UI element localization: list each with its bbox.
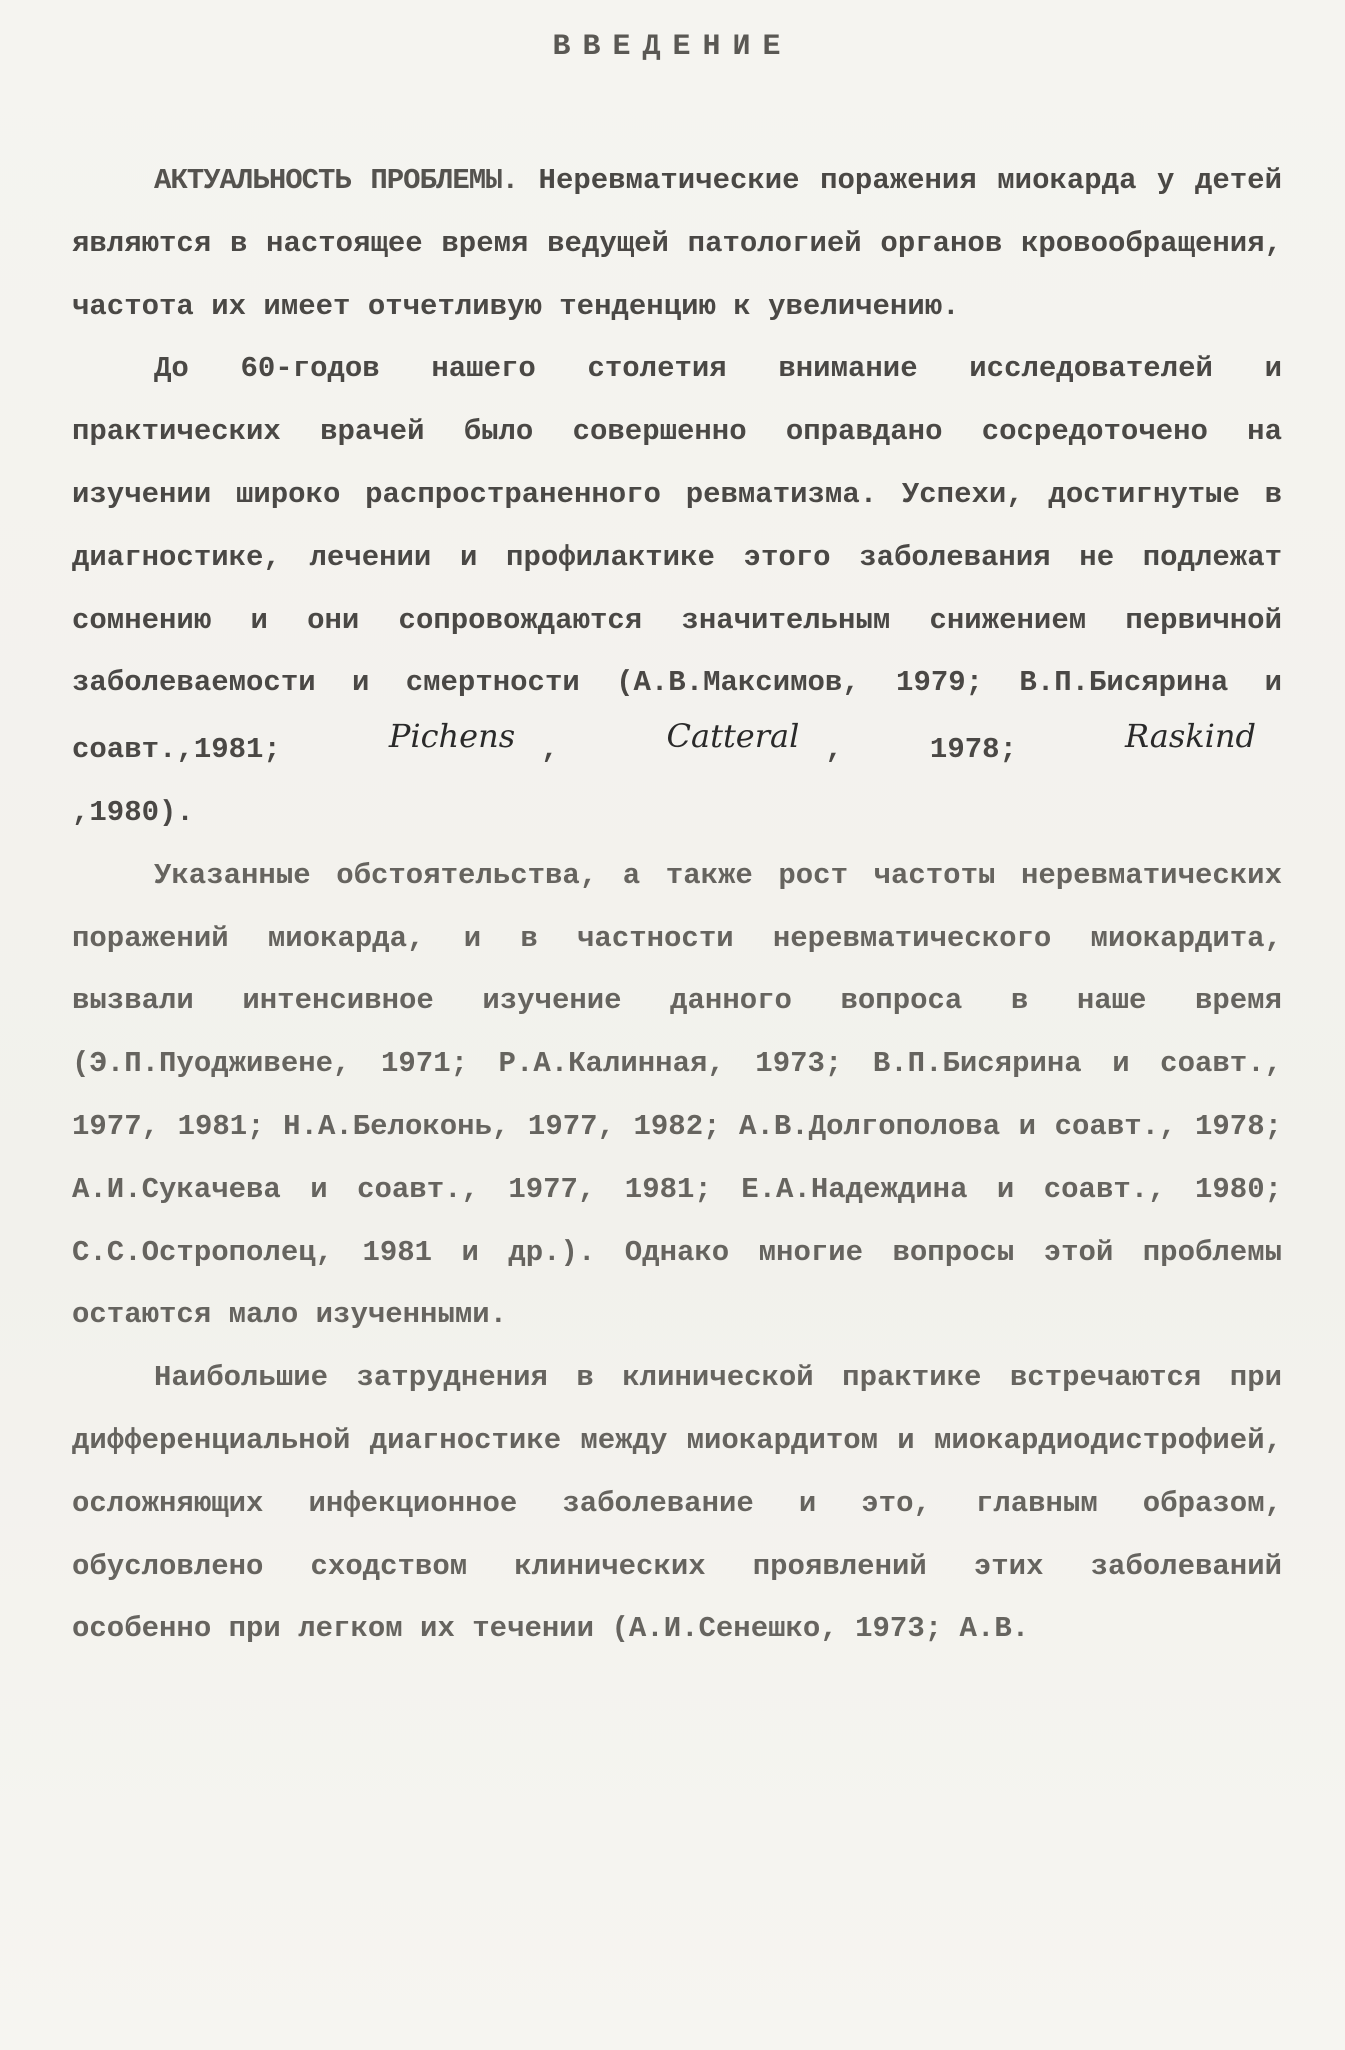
paragraph-4 bbox=[72, 1347, 1282, 1661]
paragraph-4-text: Наибольшие затруднения в клинической практике встречаются при дифференциальной диагностике между миокардитом и миокардиодистрофией, осложняющих инфекционное заболевание и это, главным образом, обусловлено сходством клинических проявлений этих заболеваний особенно при легком их течении (А.И.Сенешко, 1973; А.В. bbox=[72, 1361, 1282, 1646]
handwritten-author-2: Catteral bbox=[666, 717, 800, 756]
paragraph-2-text: До 60-годов нашего столетия внимание исследователей и практических врачей было совершенно оправдано сосредоточено на изучении широко распространенного ревматизма. Успехи, достигнутые в диагностике, лечении и профилактике этого заболевания не подлежат сомнению и они сопровождаются значительным снижением первичной заболеваемости и смертности (А.В.Максимов, 1979; В.П.Бисярина и соавт.,1981; bbox=[72, 352, 1282, 767]
paragraph-3-text: Указанные обстоятельства, а также рост частоты неревматических поражений миокарда, и в частности неревматического миокардита, вызвали интенсивное изучение данного вопроса в наше время (Э.П.Пуодживене, 1971; Р.А.Калинная, 1973; В.П.Бисярина и соавт., 1977, 1981; Н.А.Белоконь, 1977, 1982; А.В.Долгополова и соавт., 1978; А.И.Сукачева и соавт., 1977, 1981; Е.А.Надеждина и соавт., 1980; С.С.Острополец, 1981 и др.). Однако многие вопросы этой проблемы остаются мало изученными. bbox=[72, 858, 1282, 1332]
separator-2: , 1978; bbox=[825, 733, 1017, 767]
handwritten-author-1: Pichens bbox=[388, 717, 516, 756]
section-lead: АКТУАЛЬНОСТЬ ПРОБЛЕМЫ. bbox=[154, 164, 518, 197]
paragraph-1-text: Неревматические поражения миокарда у детей являются в настоящее время ведущей патологией органов кровообращения, частота их имеет отчетливую тенденцию к увеличению. bbox=[72, 164, 1282, 323]
paragraph-2-tail: ,1980). bbox=[72, 795, 194, 829]
paragraph-2 bbox=[72, 338, 1282, 844]
paragraph-1 bbox=[72, 150, 1282, 338]
document-body bbox=[72, 150, 1282, 1661]
paragraph-3 bbox=[72, 845, 1282, 1347]
separator-1: , bbox=[541, 733, 559, 767]
handwritten-author-3: Raskind bbox=[1124, 717, 1256, 756]
page-title: ВВЕДЕНИЕ bbox=[552, 30, 793, 64]
